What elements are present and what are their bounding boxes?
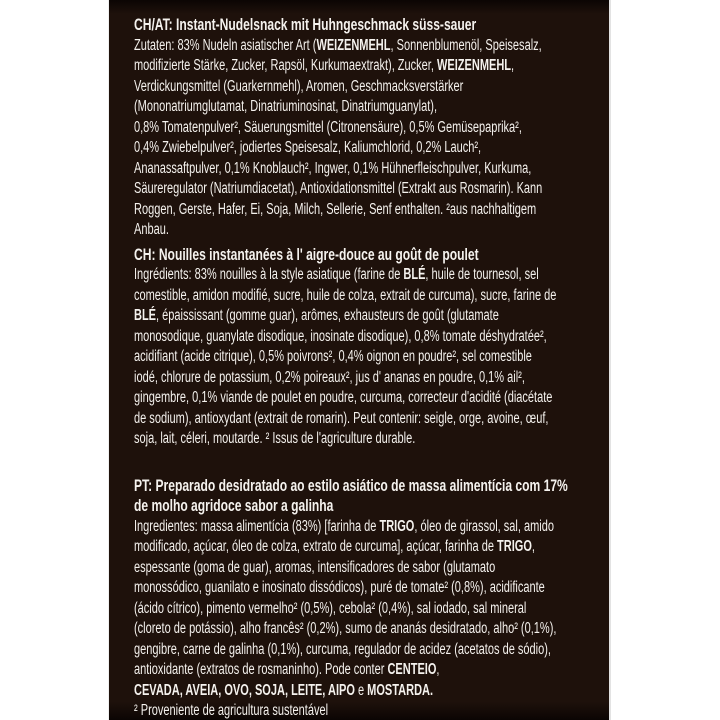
text-line [134,286,595,307]
text-line [134,640,595,661]
text-segment: , [531,538,535,555]
text-segment: , [511,57,515,74]
text-line [134,36,595,57]
text-line [134,97,595,118]
text-line [134,701,595,720]
text-segment: de sodium), antioxydant (extrait de romarin). Peut contenir: seigle, orge, avoine, œuf, [134,409,549,427]
section-heading-line [134,476,595,497]
label-text [134,15,595,720]
allergen-bold-text: BLÉ [134,307,157,324]
text-segment: e [354,681,368,699]
text-segment: Säureregulator (Natriumdiacetat), Antioxidationsmittel (Extrakt aus Rosmarin). Kann [134,180,543,197]
allergen-bold-text: MOSTARDA. [367,681,434,699]
text-line [134,517,595,538]
text-line [134,306,595,327]
allergen-bold-text: WEIZENMEHL [436,57,512,74]
section-heading-line [134,496,595,517]
ingredients-section-fr [134,245,595,450]
text-segment: monossódico, guanilato e inosinato dissódicos), puré de tomate² (0,8%), acidificante [134,579,545,596]
text-segment: CH/AT: Instant-Nudelsnack mit Huhngeschmack süss-sauer [134,15,477,34]
text-segment: antioxidante (extratos de rosmaninho). Pode conter [134,661,388,678]
text-segment: (ácido cítrico), pimento vermelho² (0,5%), cebola² (0,4%), sal iodado, sal mineral [134,599,527,617]
text-line [134,681,595,702]
text-segment: , Sonnenblumenöl, Speisesalz, [390,36,542,54]
allergen-bold-text: TRIGO [379,517,415,535]
text-segment: PT: Preparado desidratado ao estilo asiático de massa alimentícia com 17% [134,475,568,495]
text-segment: (Mononatriumglutamat, Dinatriuminosinat, Dinatriumguanylat), [134,98,438,115]
text-segment: Zutaten: 83% Nudeln asiatischer Art ( [134,36,317,54]
text-segment: comestible, amidon modifié, sucre, huile de colza, extrait de curcuma), sucre, farine de [134,286,557,304]
text-segment: ² Proveniente de agricultura sustentável [134,702,329,719]
text-segment: CH: Nouilles instantanées à l' aigre-douce au goût de poulet [134,244,479,264]
ingredients-section-de [134,15,595,241]
text-segment: 0,8% Tomatenpulver², Säuerungsmittel (Citronensäure), 0,5% Gemüsepaprika², [134,118,522,136]
text-segment: modifizierte Stärke, Zucker, Rapsöl, Kurkumaextrakt), Zucker, [134,57,437,74]
allergen-bold-text: CEVADA, AVEIA, OVO, SOJA, LEITE, AIPO [134,681,355,699]
text-segment: Ingredientes: massa alimentícia (83%) [farinha de [134,517,380,535]
text-line [134,619,595,640]
text-segment: gengibre, carne de galinha (0,1%), curcuma, regulador de acidez (acetatos de sódio), [134,640,551,658]
allergen-bold-text: TRIGO [497,538,532,555]
text-segment: gingembre, 0,1% viande de poulet en poudre, curcuma, correcteur d'acidité (diacétate [134,389,553,406]
text-line [134,220,595,241]
section-heading-line [134,245,595,266]
text-segment: iodé, chlorure de potassium, 0,2% poireaux², jus d' ananas en poudre, 0,1% ail², [134,368,525,386]
text-segment: acidifiant (acide citrique), 0,5% poivrons², 0,4% oignon en poudre², sel comestible [134,348,532,365]
text-line [134,77,595,98]
text-segment: espessante (goma de guar), aromas, intensificadores de sabor (glutamato [134,558,496,576]
text-line [134,118,595,139]
ingredients-section-pt [134,476,595,720]
text-line [134,409,595,430]
allergen-bold-text: CENTEIO [387,661,437,678]
text-line [134,159,595,180]
text-segment: , huile de tournesol, sel [425,266,539,283]
text-segment: 0,4% Zwiebelpulver², jodiertes Speisesalz, Kaliumchlorid, 0,2% Lauch², [134,139,482,156]
text-segment: Ingrédients: 83% nouilles à la style asiatique (farine de [134,266,404,283]
text-segment: modificado, açúcar, óleo de colza, extrato de curcuma], açúcar, farinha de [134,538,498,555]
text-line [134,200,595,221]
text-line [134,179,595,200]
text-segment: Roggen, Gerste, Hafer, Ei, Soja, Milch, Sellerie, Senf enthalten. ²aus nachhaltigem [134,200,537,218]
text-line [134,347,595,368]
section-heading-line [134,15,595,36]
text-line [134,429,595,450]
text-segment: Ananassaftpulver, 0,1% Knoblauch², Ingwer, 0,1% Hühnerfleischpulver, Kurkuma, [134,159,532,177]
text-segment: , épaississant (gomme guar), arômes, exhausteurs de goût (glutamate [156,307,499,324]
text-line [134,265,595,286]
text-segment: (cloreto de potássio), alho francês² (0,2%), sumo de ananás desidratado, alho² (0,1%), [134,620,557,637]
text-line [134,599,595,620]
allergen-bold-text: BLÉ [403,266,426,283]
allergen-bold-text: WEIZENMEHL [316,36,391,54]
text-line [134,368,595,389]
text-line [134,327,595,348]
text-line [134,660,595,681]
ingredients-label-panel [108,0,611,720]
text-line [134,56,595,77]
text-line [134,388,595,409]
text-line [134,578,595,599]
text-segment: Verdickungsmittel (Guarkernmehl), Aromen, Geschmacksverstärker [134,77,464,95]
text-segment: monosodique, guanylate disodique, inosinate disodique), 0,8% tomate déshydratée², [134,327,547,345]
text-segment: Anbau. [134,221,169,238]
text-segment: de molho agridoce sabor a galinha [134,496,334,515]
text-segment: , [436,661,440,678]
text-segment: , óleo de girassol, sal, amido [414,517,554,535]
text-segment: soja, lait, céleri, moutarde. ² Issus de l'agriculture durable. [134,430,416,447]
text-line [134,537,595,558]
text-line [134,138,595,159]
text-line [134,558,595,579]
